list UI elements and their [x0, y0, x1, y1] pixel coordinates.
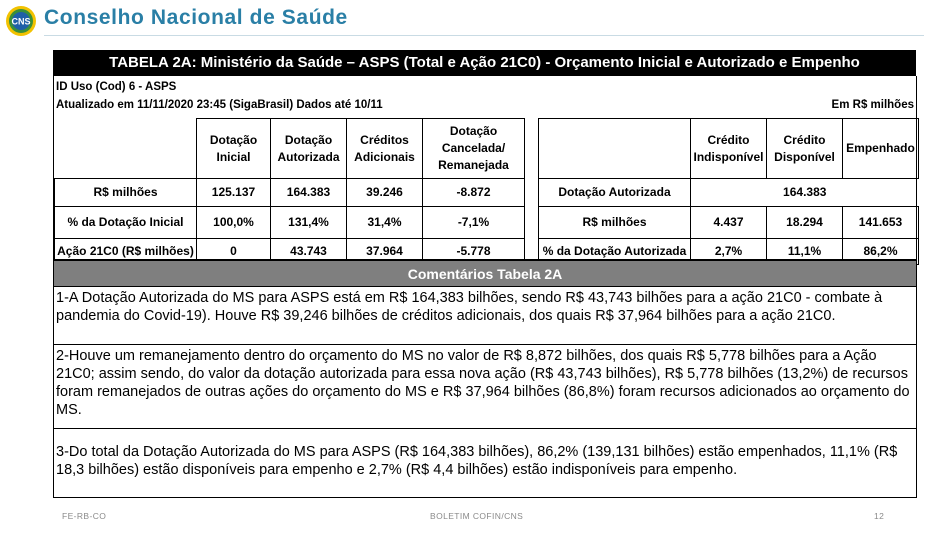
header-dotacao-autorizada: Dotação Autorizada [271, 119, 347, 179]
comment-2: 2-Houve um remanejamento dentro do orçamento do MS no valor de R$ 8,872 bilhões, dos quais R$ 5,778 bilhões para a Ação 21C0; assim sendo, do valor da dotação autorizada para essa nova ação (R$ 43,743 bilhões), R$ 5,778 bilhões (13,2%) de recursos foram remanejados de outras ações do orçamento do MS e R$ 37,964 bilhões (86,8%) foram recursos adicionados ao orçamento do MS. [54, 345, 916, 429]
header-spacer [55, 119, 197, 179]
table-header-row [539, 119, 919, 179]
table-cell: 37.964 [347, 239, 423, 265]
comments-section [53, 260, 917, 498]
units-label: Em R$ milhões [831, 99, 914, 111]
table-row [539, 179, 919, 207]
row-label: Dotação Autorizada [539, 179, 691, 207]
table-cell: 164.383 [271, 179, 347, 207]
updated-label: Atualizado em 11/11/2020 23:45 (SigaBrasil) Dados até 10/11 [56, 99, 383, 111]
header-empenhado: Empenhado [843, 119, 919, 179]
table-cell: 18.294 [767, 207, 843, 239]
page-number: 12 [874, 511, 885, 521]
table-cell: 100,0% [197, 207, 271, 239]
logo-text: CNS [11, 16, 31, 27]
budget-table [54, 118, 525, 265]
table-cell: 43.743 [271, 239, 347, 265]
dotacao-autorizada-value: 164.383 [691, 179, 919, 207]
header-dotacao-inicial: Dotação Inicial [197, 119, 271, 179]
table-cell: 125.137 [197, 179, 271, 207]
id-uso-label: ID Uso (Cod) 6 - ASPS [56, 81, 177, 93]
table-cell: 141.653 [843, 207, 919, 239]
header-divider [44, 35, 924, 36]
table-title: TABELA 2A: Ministério da Saúde – ASPS (Total e Ação 21C0) - Orçamento Inicial e Autorizado e Empenho [53, 50, 916, 76]
row-label: R$ milhões [55, 179, 197, 207]
table-cell: -8.872 [423, 179, 525, 207]
table-header-row [55, 119, 525, 179]
page-header [0, 0, 940, 40]
data-panel [53, 76, 917, 260]
header-credito-indisponivel: Crédito Indisponível [691, 119, 767, 179]
comment-1: 1-A Dotação Autorizada do MS para ASPS está em R$ 164,383 bilhões, sendo R$ 43,743 bilhões para a ação 21C0 - combate à pandemia do Covid-19). Houve R$ 39,246 bilhões de créditos adicionais, dos quais R$ 37,964 bilhões para a ação 21C0. [54, 287, 916, 345]
table-cell: 31,4% [347, 207, 423, 239]
table-cell: 4.437 [691, 207, 767, 239]
table-row [539, 207, 919, 239]
row-label: % da Dotação Inicial [55, 207, 197, 239]
table-cell: 2,7% [691, 239, 767, 265]
table-cell: 131,4% [271, 207, 347, 239]
table-row [55, 207, 525, 239]
comments-heading: Comentários Tabela 2A [54, 261, 916, 287]
comment-3: 3-Do total da Dotação Autorizada do MS para ASPS (R$ 164,383 bilhões), 86,2% (139,131 bilhões) estão empenhados, 11,1% (R$ 18,3 bilhões) estão disponíveis para empenho e 2,7% (R$ 4,4 bilhões) estão indisponíveis para empenho. [56, 444, 898, 478]
header-credito-disponivel: Crédito Disponível [767, 119, 843, 179]
table-row [55, 179, 525, 207]
table-cell: 11,1% [767, 239, 843, 265]
table-cell: -7,1% [423, 207, 525, 239]
footer-center: BOLETIM COFIN/CNS [430, 511, 524, 521]
row-label: Ação 21C0 (R$ milhões) [55, 239, 197, 265]
execution-table [538, 118, 919, 265]
table-cell: 86,2% [843, 239, 919, 265]
brand-title: Conselho Nacional de Saúde [44, 6, 348, 29]
row-label: % da Dotação Autorizada [539, 239, 691, 265]
header-creditos-adicionais: Créditos Adicionais [347, 119, 423, 179]
footer-left: FE-RB-CO [62, 511, 107, 521]
table-cell: 0 [197, 239, 271, 265]
table-cell: -5.778 [423, 239, 525, 265]
row-label: R$ milhões [539, 207, 691, 239]
cns-logo-icon [4, 4, 38, 38]
header-dotacao-cancelada: Dotação Cancelada/ Remanejada [423, 119, 525, 179]
header-spacer [539, 119, 691, 179]
table-cell: 39.246 [347, 179, 423, 207]
